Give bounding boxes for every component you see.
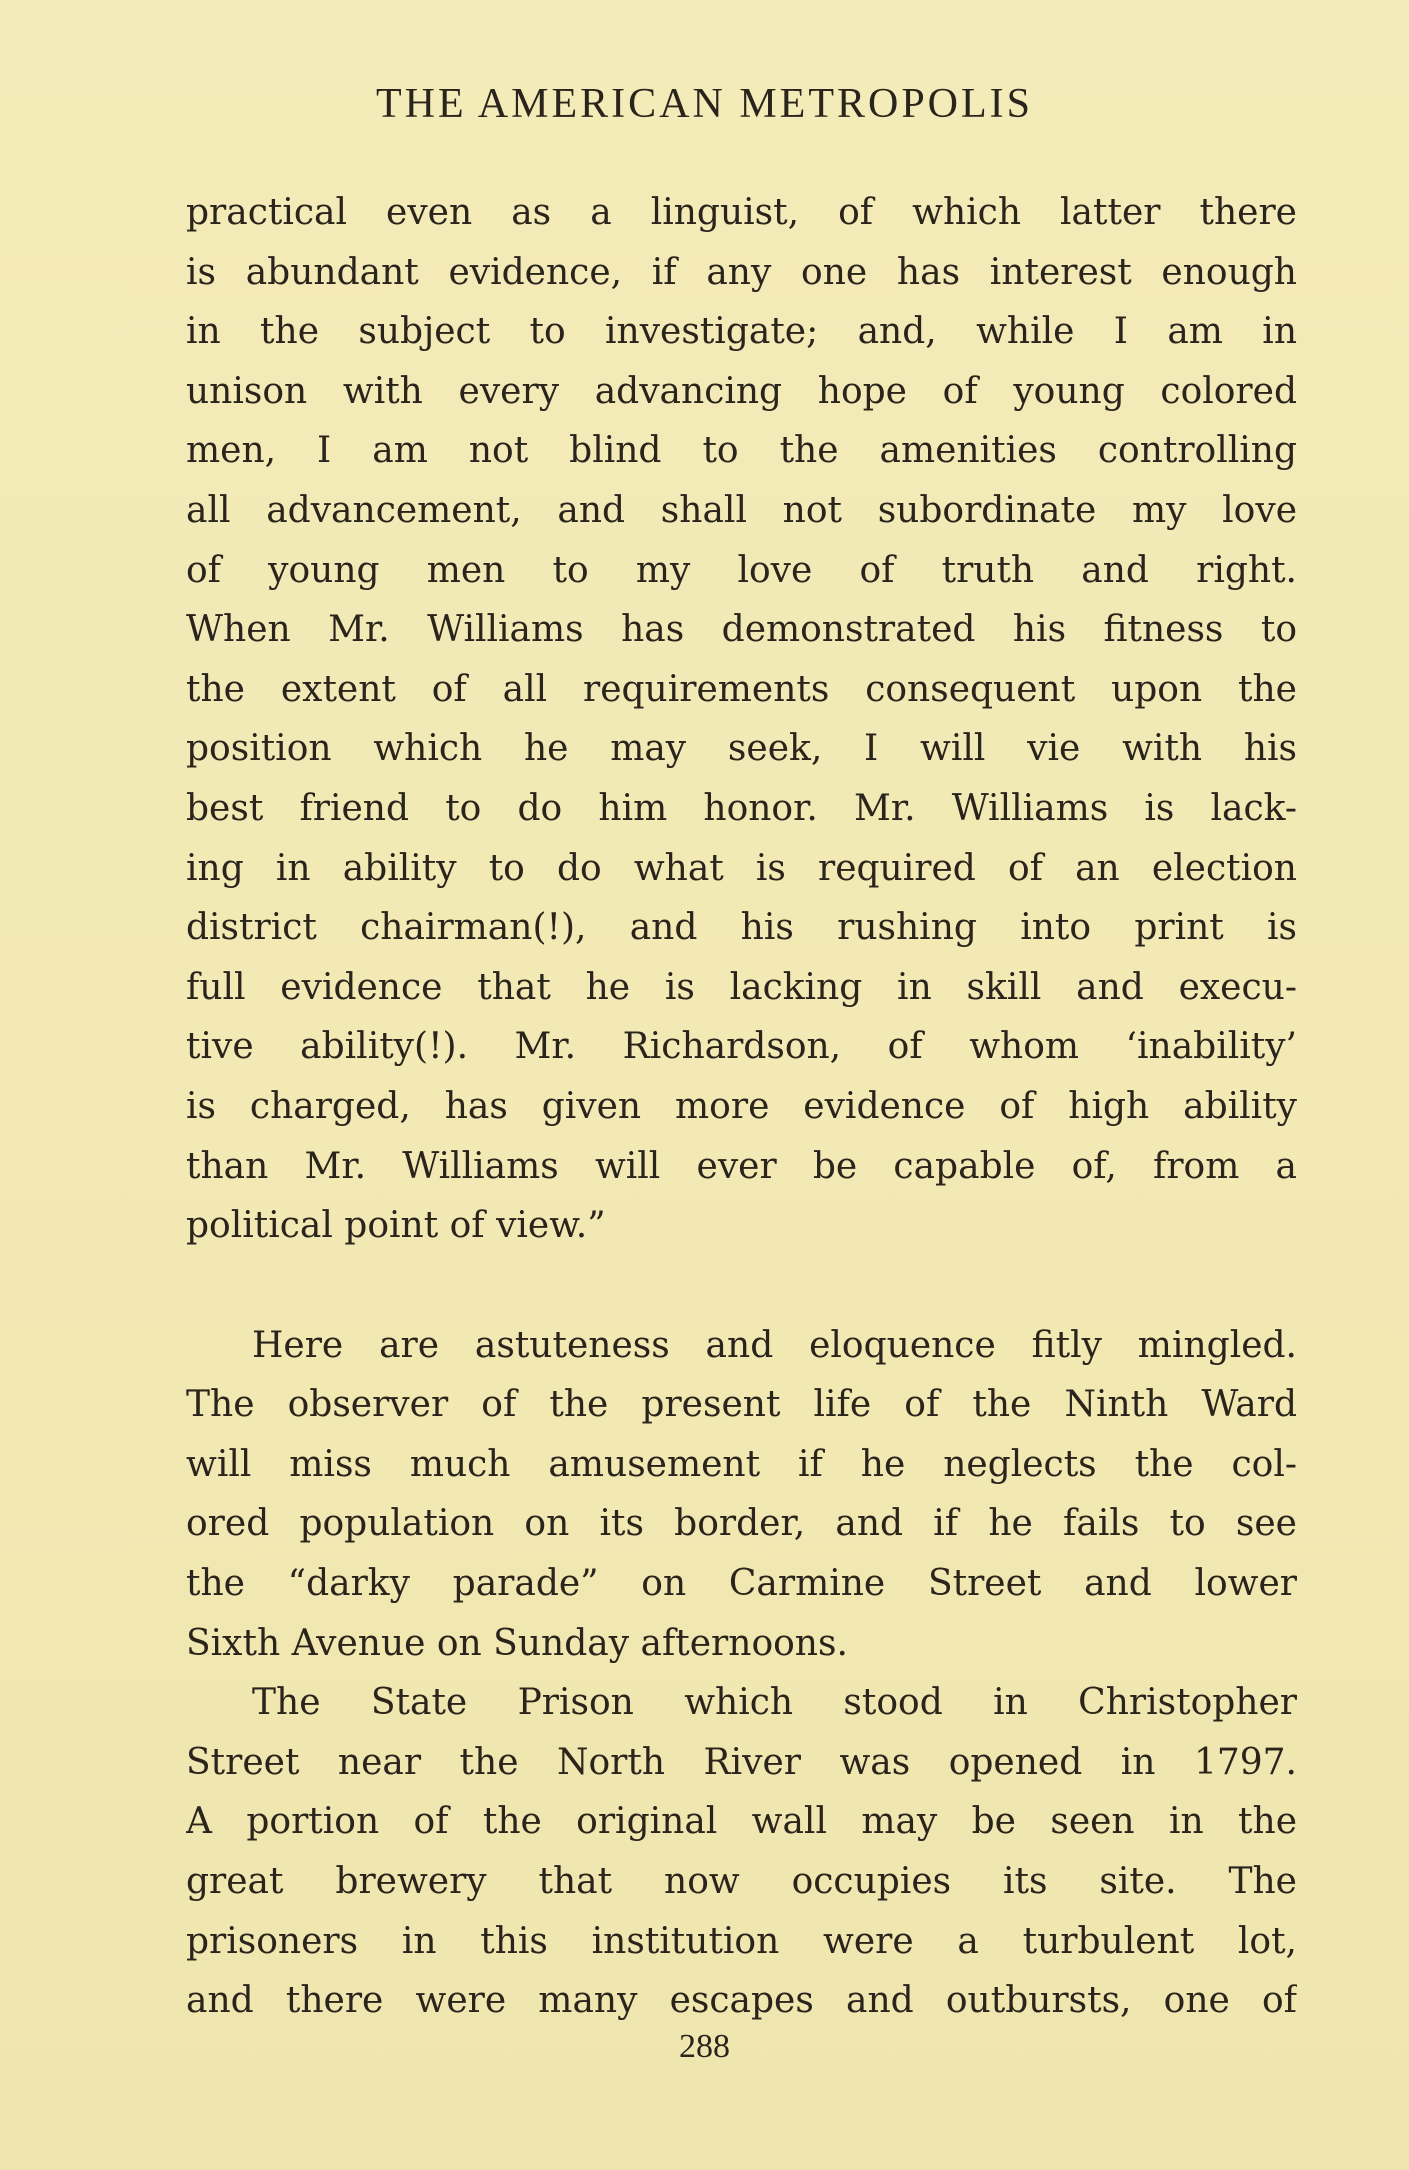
text-line: is abundant evidence, if any one has interest enough — [186, 251, 1297, 293]
text-line: When Mr. Williams has demonstrated his fitness to — [186, 609, 1297, 651]
text-line: of young men to my love of truth and right. — [186, 549, 1297, 591]
text-line: great brewery that now occupies its site. The — [186, 1861, 1297, 1903]
text-line: men, I am not blind to the amenities controlling — [186, 430, 1297, 472]
body-text — [186, 183, 1297, 2031]
text-line: full evidence that he is lacking in skill and execu- — [186, 966, 1297, 1008]
page-number: 288 — [679, 2028, 730, 2065]
text-line: the “darky parade” on Carmine Street and lower — [186, 1563, 1297, 1605]
text-line: tive ability(!). Mr. Richardson, of whom ‘inability’ — [186, 1026, 1297, 1068]
paragraph-2 — [186, 1316, 1297, 1674]
text-line: Sixth Avenue on Sunday afternoons. — [186, 1622, 848, 1664]
text-line: A portion of the original wall may be seen in the — [186, 1801, 1297, 1843]
text-line: prisoners in this institution were a turbulent lot, — [186, 1920, 1297, 1962]
text-line: Here are astuteness and eloquence fitly mingled. — [252, 1324, 1297, 1366]
text-line: The State Prison which stood in Christopher — [252, 1682, 1297, 1724]
text-line: will miss much amusement if he neglects the col- — [186, 1443, 1297, 1485]
text-line: is charged, has given more evidence of high ability — [186, 1085, 1297, 1127]
text-line: the extent of all requirements consequent upon the — [186, 668, 1297, 710]
text-line: in the subject to investigate; and, while I am in — [186, 311, 1297, 353]
text-line: district chairman(!), and his rushing into print is — [186, 907, 1297, 949]
text-line: than Mr. Williams will ever be capable of, from a — [186, 1145, 1297, 1187]
running-head: THE AMERICAN METROPOLIS — [375, 81, 1034, 127]
paragraph-3 — [186, 1673, 1297, 2031]
text-line: political point of view.” — [186, 1205, 606, 1247]
text-line: The observer of the present life of the Ninth Ward — [186, 1384, 1297, 1426]
text-line: ored population on its border, and if he fails to see — [186, 1503, 1297, 1545]
paragraph-gap — [186, 1256, 1297, 1316]
text-line: unison with every advancing hope of young colored — [186, 370, 1297, 412]
text-line: ing in ability to do what is required of an election — [186, 847, 1297, 889]
paragraph-1 — [186, 183, 1297, 1256]
text-line: Street near the North River was opened in 1797. — [186, 1741, 1297, 1783]
text-line: practical even as a linguist, of which latter there — [186, 192, 1297, 233]
text-line: best friend to do him honor. Mr. Williams is lack- — [186, 787, 1297, 829]
text-line: all advancement, and shall not subordinate my love — [186, 489, 1297, 531]
text-line: position which he may seek, I will vie with his — [186, 728, 1297, 770]
text-line: and there were many escapes and outbursts, one of — [186, 1980, 1297, 2022]
